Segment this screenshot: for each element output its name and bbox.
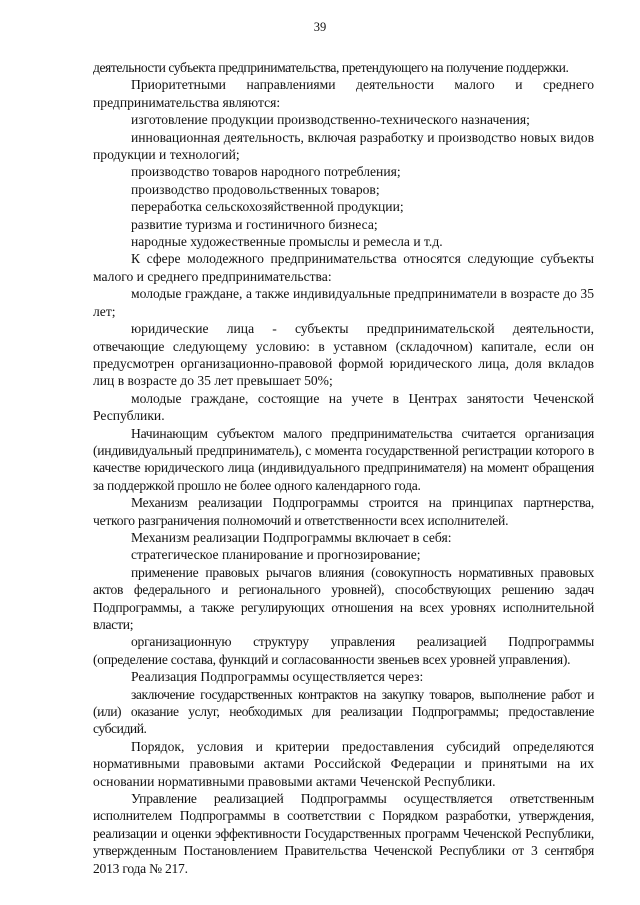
paragraph: народные художественные промыслы и ремесла и т.д. <box>131 234 443 250</box>
paragraph: молодые граждане, а также индивидуальные предприниматели в возрасте до 35 лет; <box>93 286 594 319</box>
paragraph: Начинающим субъектом малого предпринимательства считается организация (индивидуальный предприниматель), с момента государственной регистрации которого в качестве юридического лица (индивидуального предпринимателя) на момент обращения за поддержкой прошло не более одного календарного года. <box>93 425 594 493</box>
paragraph: Механизм реализации Подпрограммы включает в себя: <box>131 529 452 545</box>
paragraph: организационную структуру управления реализацией Подпрограммы (определение состава, функций и согласованности звеньев всех уровней управления). <box>93 634 594 667</box>
paragraph: стратегическое планирование и прогнозирование; <box>131 547 421 563</box>
paragraph: изготовление продукции производственно-технического назначения; <box>131 112 530 128</box>
paragraph: К сфере молодежного предпринимательства относятся следующие субъекты малого и среднего предпринимательства: <box>93 251 594 284</box>
paragraph: молодые граждане, состоящие на учете в Центрах занятости Чеченской Республики. <box>93 390 594 424</box>
paragraph: Порядок, условия и критерии предоставления субсидий определяются нормативными правовыми актами Российской Федерации и принятыми на их основании нормативными правовыми актами Чеченской Республики. <box>93 738 594 789</box>
paragraph: Реализация Подпрограммы осуществляется через: <box>131 669 424 685</box>
paragraph: деятельности субъекта предпринимательства, претендующего на получение поддержки. <box>93 60 569 75</box>
paragraph: юридические лица - субъекты предпринимательской деятельности, отвечающие следующему условию: в уставном (складочном) капитале, если он предусмотрен организационно-правовой формой юридического лица, доля вкладов лиц в возрасте до 35 лет превышает 50%; <box>93 321 594 389</box>
paragraph: применение правовых рычагов влияния (совокупность нормативных правовых актов федерального и регионального уровней), способствующих решению задач Подпрограммы, а также регулирующих отношения на всех уровнях исполнительной власти; <box>93 564 594 632</box>
paragraph: производство товаров народного потребления; <box>131 164 401 180</box>
paragraph: инновационная деятельность, включая разработку и производство новых видов продукции и технологий; <box>93 129 594 163</box>
page-number: 39 <box>313 20 327 34</box>
paragraph: производство продовольственных товаров; <box>131 181 380 197</box>
document-body <box>93 59 594 877</box>
paragraph: Механизм реализации Подпрограммы строится на принципах партнерства, четкого разграничения полномочий и ответственности всех исполнителей. <box>93 495 594 528</box>
paragraph: Приоритетными направлениями деятельности малого и среднего предпринимательства являются: <box>93 77 594 110</box>
paragraph: Управление реализацией Подпрограммы осуществляется ответственным исполнителем Подпрограммы в соответствии с Порядком разработки, утверждения, реализации и оценки эффективности Государственных программ Чеченской Республики, утвержденным Постановлением Правительства Чеченской Республики от 3 сентября 2013 года № 217. <box>93 791 594 876</box>
paragraph: заключение государственных контрактов на закупку товаров, выполнение работ и (или) оказание услуг, необходимых для реализации Подпрограммы; предоставление субсидий. <box>93 686 594 737</box>
paragraph: переработка сельскохозяйственной продукции; <box>131 199 404 215</box>
paragraph: развитие туризма и гостиничного бизнеса; <box>131 216 378 232</box>
